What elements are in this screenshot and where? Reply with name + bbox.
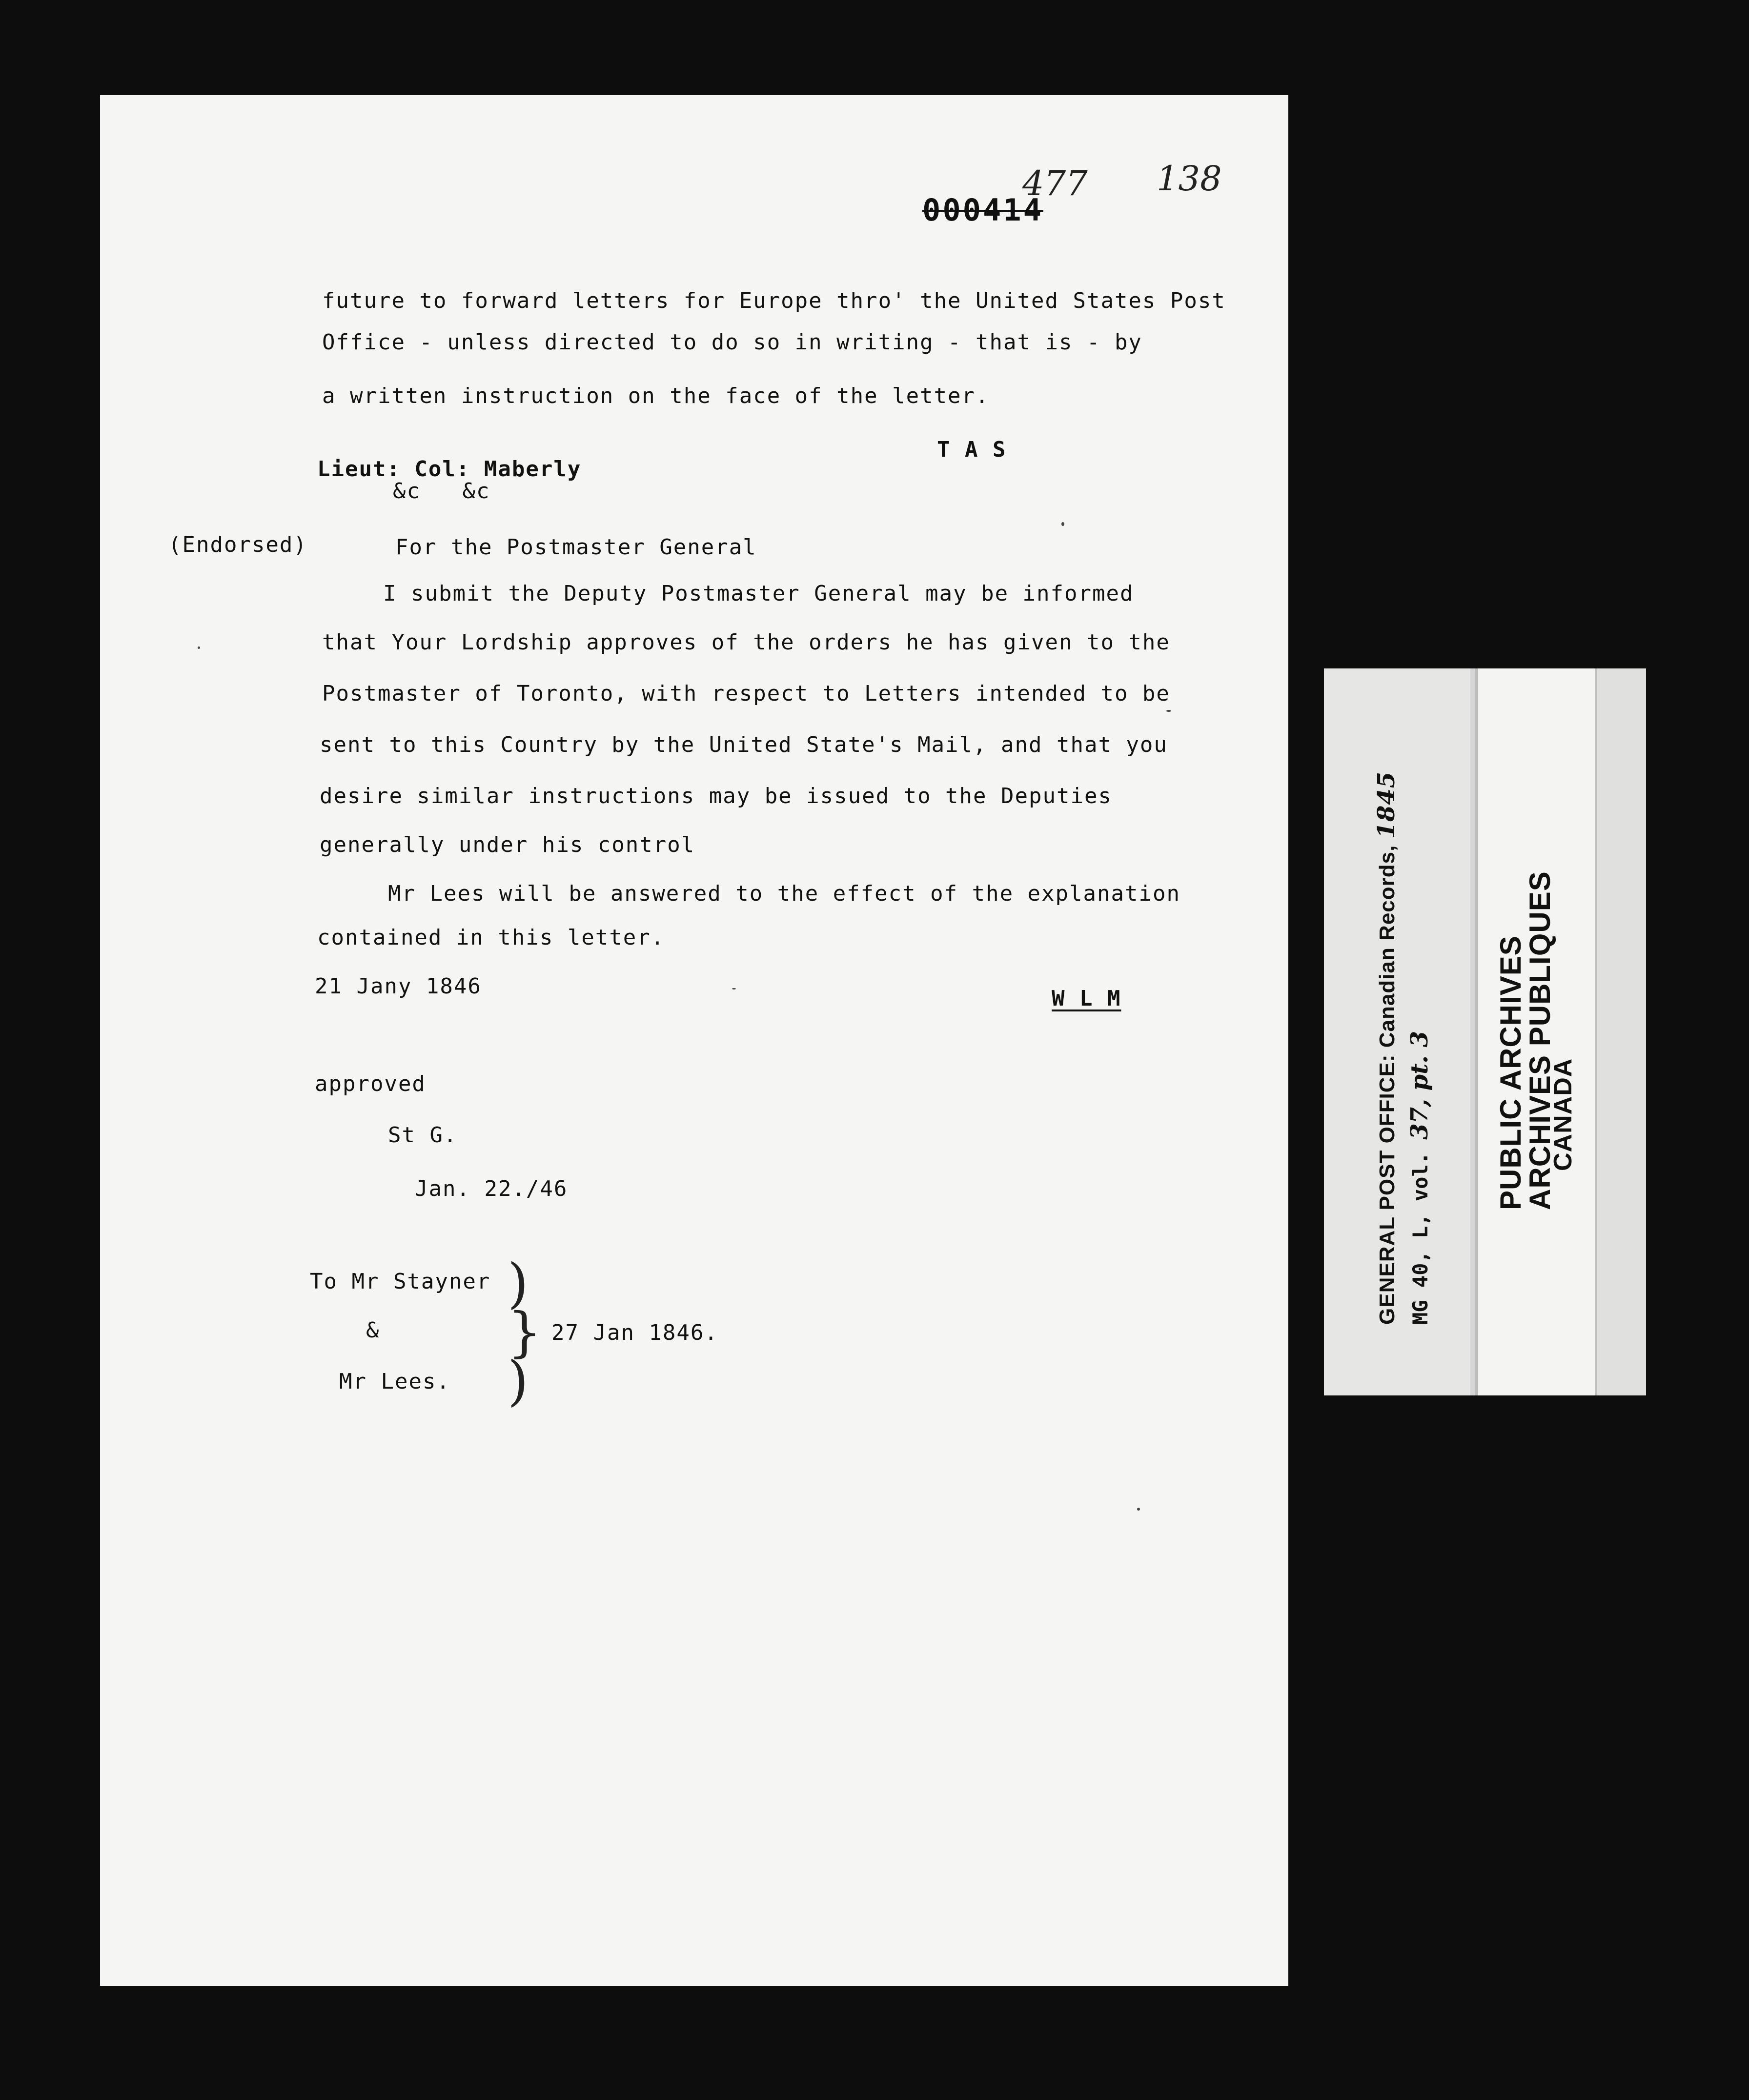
archive-label [1324, 668, 1646, 1395]
endorsement-line-7: Mr Lees will be answered to the effect of the explanation [388, 881, 1180, 906]
label-volume-text: MG 40, L, vol. [1408, 1151, 1432, 1325]
body-line-3: a written instruction on the face of the letter. [322, 384, 990, 408]
addressee-etc: &c &c [393, 479, 490, 504]
label-institution-fr: ARCHIVES PUBLIQUES [1524, 871, 1556, 1210]
recipient-second: Mr Lees. [339, 1369, 450, 1394]
folio-new-number: 477 [1022, 163, 1088, 203]
folio-page-number: 138 [1157, 159, 1222, 199]
body-line-2: Office - unless directed to do so in writing - that is - by [322, 330, 1142, 355]
approval-date: Jan. 22./46 [415, 1176, 568, 1201]
label-institution-en: PUBLIC ARCHIVES [1494, 935, 1527, 1210]
body-line-1: future to forward letters for Europe thro' the United States Post [322, 288, 1226, 313]
endorsement-line-5: desire similar instructions may be issued to the Deputies [320, 784, 1112, 808]
approval-by: St G. [388, 1123, 458, 1148]
endorsement-heading: For the Postmaster General [395, 535, 757, 560]
endorsement-line-6: generally under his control [320, 832, 695, 857]
endorsement-line-4: sent to this Country by the United State's Mail, and that you [320, 732, 1168, 757]
scan-speck [732, 988, 736, 989]
scan-speck [1137, 1508, 1140, 1511]
recipients-date: 27 Jan 1846. [551, 1320, 718, 1345]
endorsement-line-2: that Your Lordship approves of the orders he has given to the [322, 630, 1170, 655]
endorsement-line-1: I submit the Deputy Postmaster General may be informed [383, 581, 1134, 606]
brace-bottom: ) [508, 1350, 529, 1412]
endorsement-signature: W L M [1052, 986, 1121, 1011]
brace-top: ) [508, 1252, 529, 1314]
approval-word: approved [315, 1071, 426, 1096]
folio-old-number: 000414 [922, 192, 1043, 228]
scan-speck [198, 646, 200, 649]
signature-tas: T A S [937, 437, 1007, 462]
label-country: CANADA [1549, 1058, 1577, 1171]
endorsement-line-8: contained in this letter. [317, 925, 665, 950]
scan-speck [1166, 710, 1171, 712]
label-collection-line [1373, 771, 1400, 1325]
label-collection-year: 1845 [1373, 771, 1400, 839]
endorsement-line-3: Postmaster of Toronto, with respect to Letters intended to be [322, 681, 1170, 706]
endorsement-date: 21 Jany 1846 [315, 974, 482, 999]
endorsement-tag: (Endorsed) [168, 532, 307, 557]
label-volume-line [1406, 1031, 1433, 1325]
label-volume-hand: 37, pt. 3 [1406, 1030, 1433, 1140]
label-panel-edge [1597, 668, 1646, 1395]
letter-page [100, 95, 1288, 1986]
brace-mid: } [508, 1301, 542, 1363]
recipient-first: To Mr Stayner [310, 1269, 491, 1294]
recipient-amp: & [366, 1318, 380, 1343]
scan-speck [1061, 522, 1064, 526]
addressee-name: Lieut: Col: Maberly [317, 457, 582, 482]
label-collection-text: GENERAL POST OFFICE: Canadian Records, [1375, 845, 1399, 1325]
